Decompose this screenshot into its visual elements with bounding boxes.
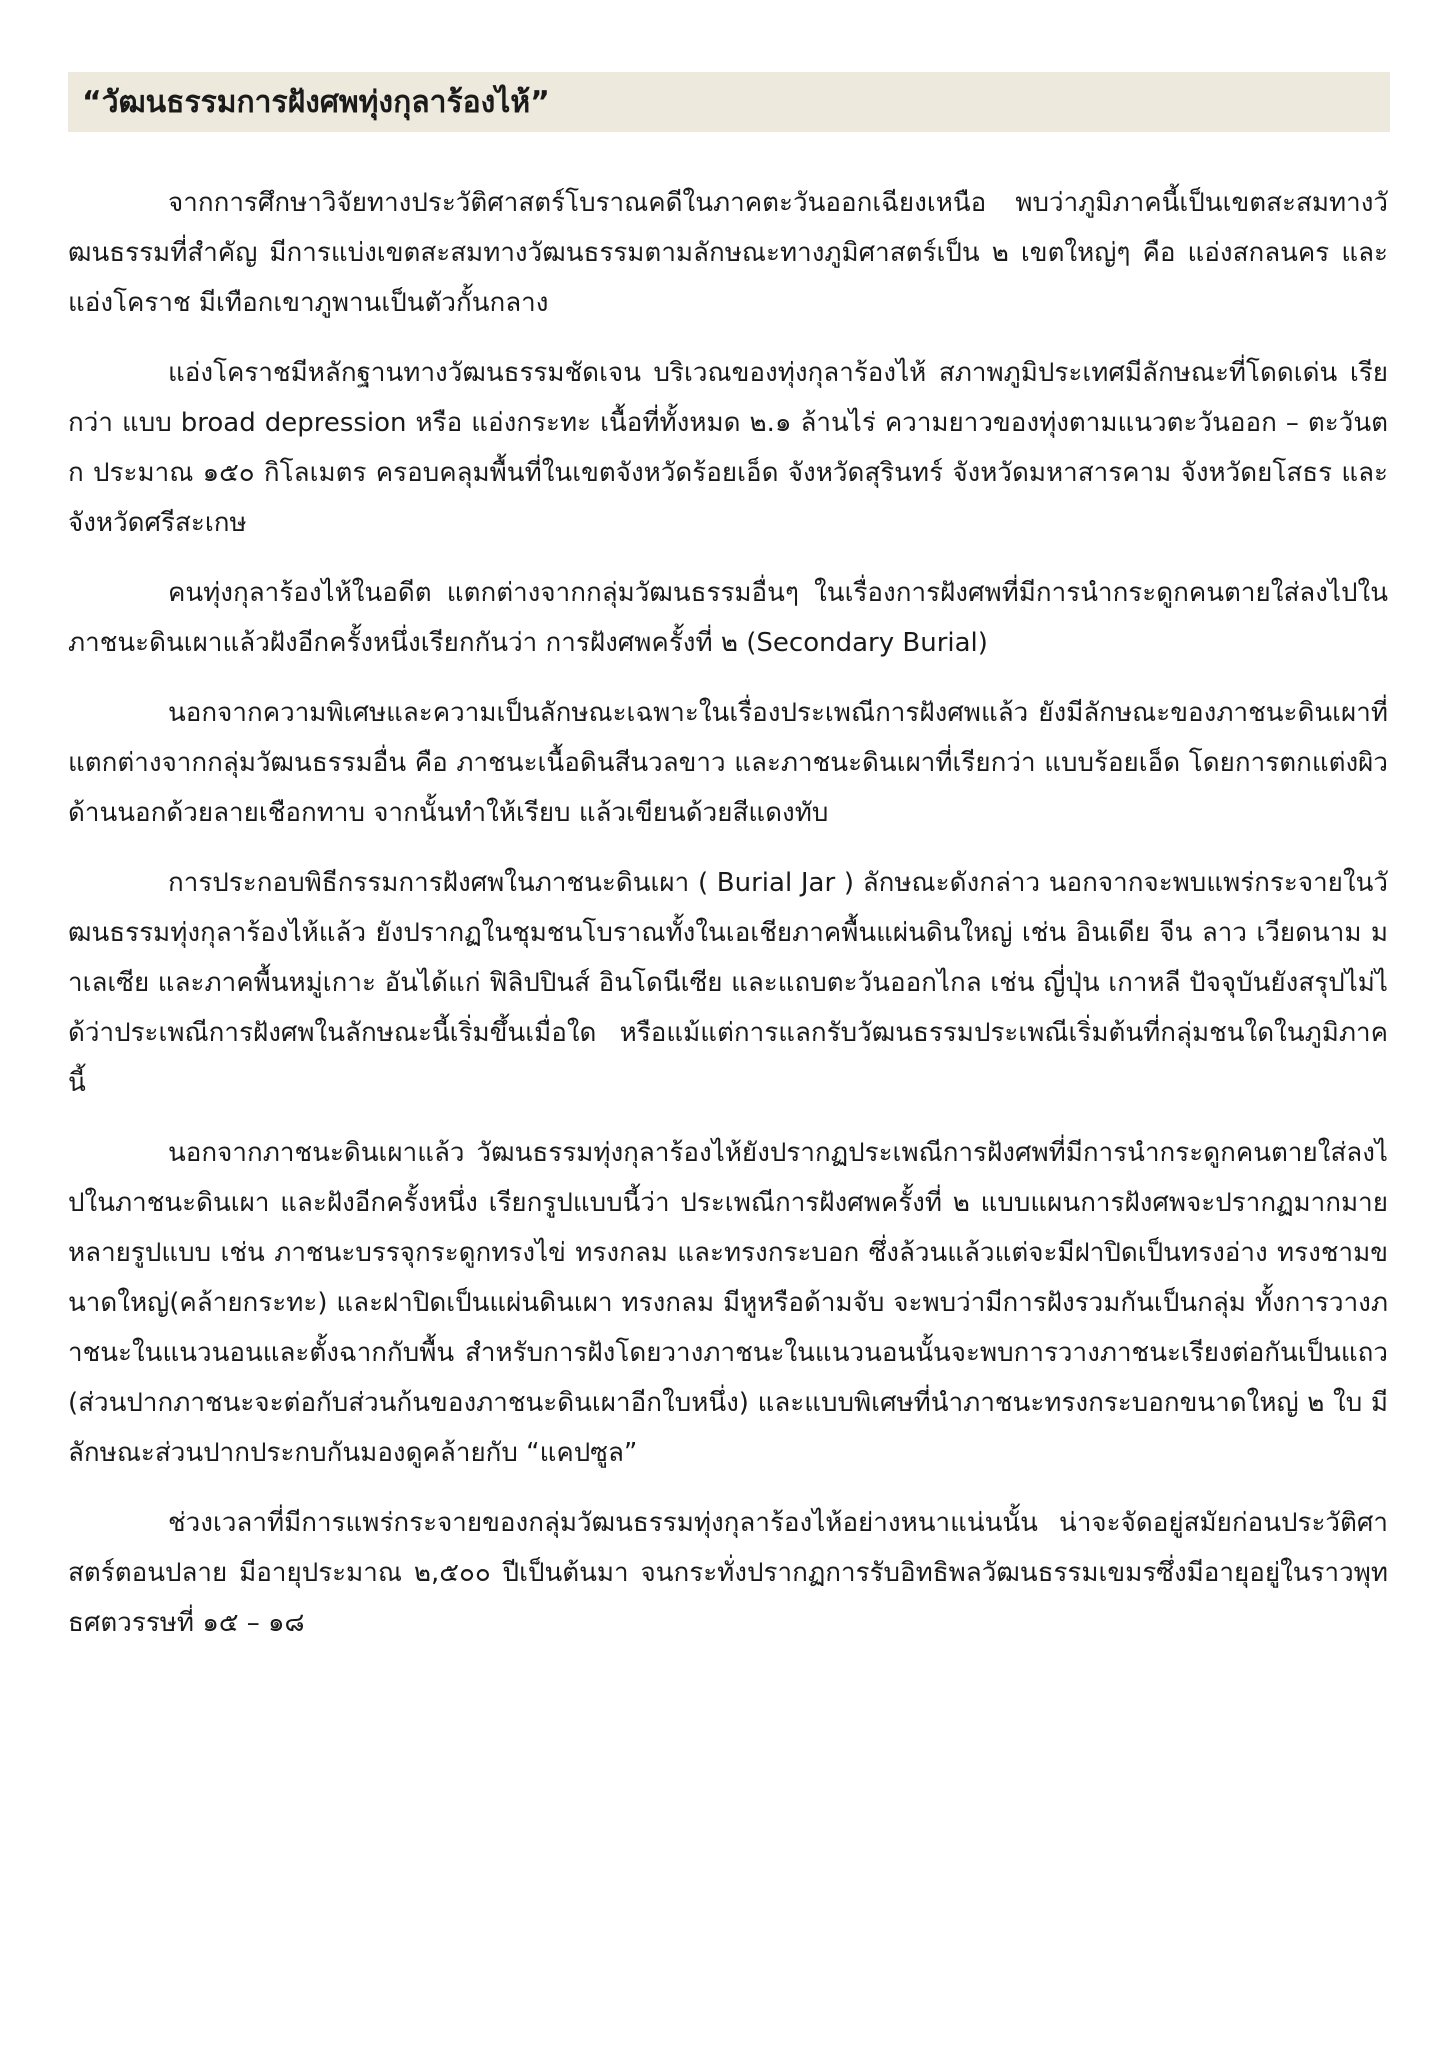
paragraph-7: ช่วงเวลาที่มีการแพร่กระจายของกลุ่มวัฒนธรรมทุ่งกุลาร้องไห้อย่างหนาแน่นนั้น น่าจะจัดอยู่สมัยก่อนประวัติศาสตร์ตอนปลาย มีอายุประมาณ ๒,๕๐๐ ปีเป็นต้นมา จนกระทั่งปรากฏการรับอิทธิพลวัฒนธรรมเขมรซึ่งมีอายุอยู่ในราวพุทธศตวรรษที่ ๑๕ – ๑๘ (68, 1508, 1388, 1638)
title-banner (68, 72, 1390, 132)
paragraph-5: การประกอบพิธีกรรมการฝังศพในภาชนะดินเผา ( Burial Jar ) ลักษณะดังกล่าว นอกจากจะพบแพร่กระจายในวัฒนธรรมทุ่งกุลาร้องไห้แล้ว ยังปรากฏในชุมชนโบราณทั้งในเอเชียภาคพื้นแผ่นดินใหญ่ เช่น อินเดีย จีน ลาว เวียดนาม มาเลเซีย และภาคพื้นหมู่เกาะ อันได้แก่ ฟิลิปปินส์ อินโดนีเซีย และแถบตะวันออกไกล เช่น ญี่ปุ่น เกาหลี ปัจจุบันยังสรุปไม่ได้ว่าประเพณีการฝังศพในลักษณะนี้เริ่มขึ้นเมื่อใด หรือแม้แต่การแลกรับวัฒนธรรมประเพณีเริ่มต้นที่กลุ่มชนใดในภูมิภาคนี้ (68, 868, 1388, 1098)
paragraph-4: นอกจากความพิเศษและความเป็นลักษณะเฉพาะในเรื่องประเพณีการฝังศพแล้ว ยังมีลักษณะของภาชนะดินเผาที่แตกต่างจากกลุ่มวัฒนธรรมอื่น คือ ภาชนะเนื้อดินสีนวลขาว และภาชนะดินเผาที่เรียกว่า แบบร้อยเอ็ด โดยการตกแต่งผิวด้านนอกด้วยลายเชือกทาบ จากนั้นทำให้เรียบ แล้วเขียนด้วยสีแดงทับ (68, 698, 1388, 828)
article-body (68, 178, 1388, 1668)
paragraph-2: แอ่งโคราชมีหลักฐานทางวัฒนธรรมชัดเจน บริเวณของทุ่งกุลาร้องไห้ สภาพภูมิประเทศมีลักษณะที่โดดเด่น เรียกว่า แบบ broad depression หรือ แอ่งกระทะ เนื้อที่ทั้งหมด ๒.๑ ล้านไร่ ความยาวของทุ่งตามแนวตะวันออก – ตะวันตก ประมาณ ๑๕๐ กิโลเมตร ครอบคลุมพื้นที่ในเขตจังหวัดร้อยเอ็ด จังหวัดสุรินทร์ จังหวัดมหาสารคาม จังหวัดยโสธร และจังหวัดศรีสะเกษ (68, 358, 1388, 538)
paragraph-3: คนทุ่งกุลาร้องไห้ในอดีต แตกต่างจากกลุ่มวัฒนธรรมอื่นๆ ในเรื่องการฝังศพที่มีการนำกระดูกคนตายใส่ลงไปในภาชนะดินเผาแล้วฝังอีกครั้งหนึ่งเรียกกันว่า การฝังศพครั้งที่ ๒ (Secondary Burial) (68, 578, 1388, 658)
paragraph-6: นอกจากภาชนะดินเผาแล้ว วัฒนธรรมทุ่งกุลาร้องไห้ยังปรากฏประเพณีการฝังศพที่มีการนำกระดูกคนตายใส่ลงไปในภาชนะดินเผา และฝังอีกครั้งหนึ่ง เรียกรูปแบบนี้ว่า ประเพณีการฝังศพครั้งที่ ๒ แบบแผนการฝังศพจะปรากฏมากมายหลายรูปแบบ เช่น ภาชนะบรรจุกระดูกทรงไข่ ทรงกลม และทรงกระบอก ซึ่งล้วนแล้วแต่จะมีฝาปิดเป็นทรงอ่าง ทรงชามขนาดใหญ่(คล้ายกระทะ) และฝาปิดเป็นแผ่นดินเผา ทรงกลม มีหูหรือด้ามจับ จะพบว่ามีการฝังรวมกันเป็นกลุ่ม ทั้งการวางภาชนะในแนวนอนและตั้งฉากกับพื้น สำหรับการฝังโดยวางภาชนะในแนวนอนนั้นจะพบการวางภาชนะเรียงต่อกันเป็นแถว (ส่วนปากภาชนะจะต่อกับส่วนก้นของภาชนะดินเผาอีกใบหนึ่ง) และแบบพิเศษที่นำภาชนะทรงกระบอกขนาดใหญ่ ๒ ใบ มีลักษณะส่วนปากประกบกันมองดูคล้ายกับ “แคปซูล” (68, 1138, 1388, 1468)
page-title: “วัฒนธรรมการฝังศพทุ่งกุลาร้องไห้” (82, 84, 550, 120)
paragraph-1: จากการศึกษาวิจัยทางประวัติศาสตร์โบราณคดีในภาคตะวันออกเฉียงเหนือ พบว่าภูมิภาคนี้เป็นเขตสะสมทางวัฒนธรรมที่สำคัญ มีการแบ่งเขตสะสมทางวัฒนธรรมตามลักษณะทางภูมิศาสตร์เป็น ๒ เขตใหญ่ๆ คือ แอ่งสกลนคร และ แอ่งโคราช มีเทือกเขาภูพานเป็นตัวกั้นกลาง (68, 188, 1388, 318)
